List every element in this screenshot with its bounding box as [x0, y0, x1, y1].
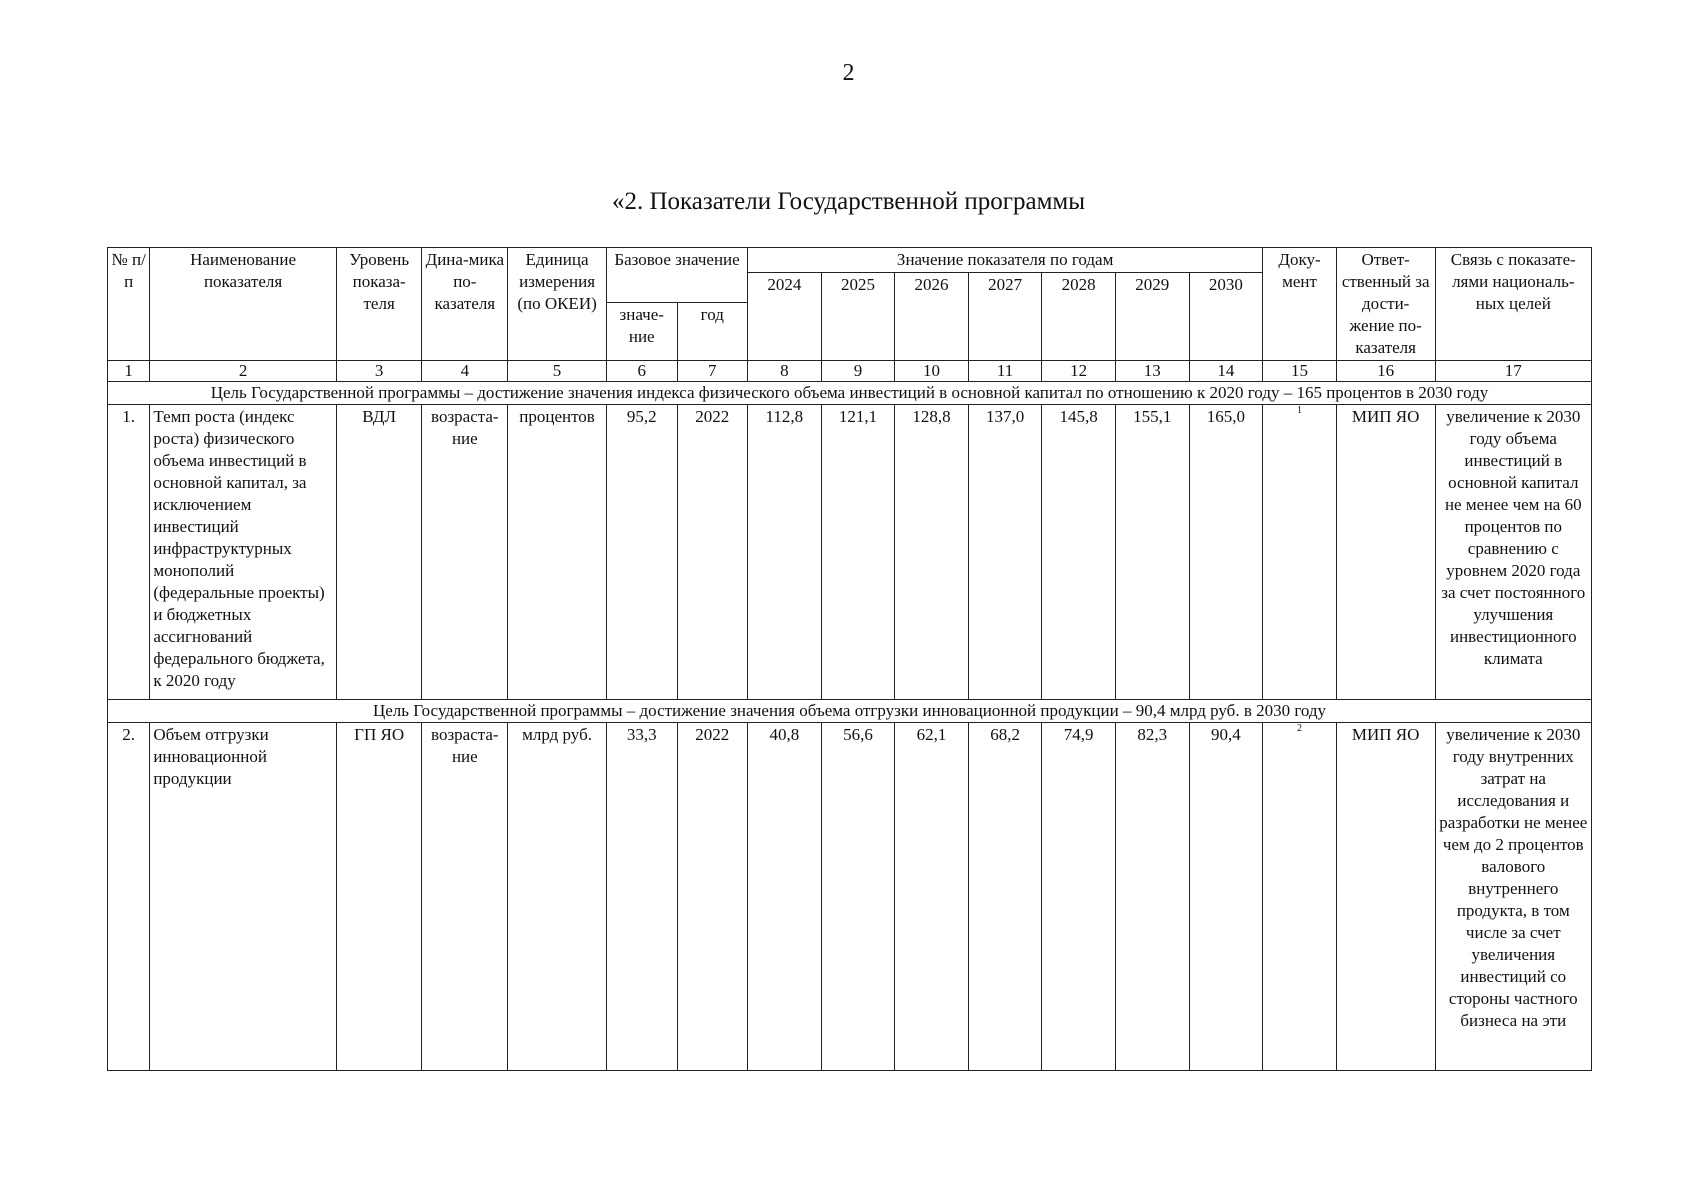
row-base-year: 2022 [677, 405, 748, 700]
header-year: 2025 [821, 273, 895, 361]
header-year: 2027 [968, 273, 1042, 361]
row-value: 90,4 [1189, 723, 1263, 1071]
row-value: 40,8 [748, 723, 822, 1071]
indicators-table [107, 247, 1592, 1071]
row-base-year: 2022 [677, 723, 748, 1071]
row-value: 128,8 [895, 405, 969, 700]
column-number-row [108, 361, 1592, 382]
column-number: 11 [968, 361, 1042, 382]
row-num: 1. [108, 405, 150, 700]
header-link: Связь с показате-лями националь-ных целей [1435, 248, 1591, 361]
row-document [1263, 405, 1337, 700]
row-value: 165,0 [1189, 405, 1263, 700]
column-number: 4 [422, 361, 508, 382]
row-level: ВДЛ [336, 405, 422, 700]
column-number: 1 [108, 361, 150, 382]
row-value: 62,1 [895, 723, 969, 1071]
header-year: 2029 [1115, 273, 1189, 361]
column-number: 13 [1115, 361, 1189, 382]
row-value: 68,2 [968, 723, 1042, 1071]
row-base-value: 95,2 [606, 405, 677, 700]
row-value: 121,1 [821, 405, 895, 700]
header-year: 2028 [1042, 273, 1116, 361]
row-dynamics: возраста-ние [422, 405, 508, 700]
row-link: увеличение к 2030 году внутренних затрат на исследования и разработки не менее чем до 2 процентов валового внутреннего продукта, в том числе за счет увеличения инвестиций со стороны частного бизнеса на эти [1435, 723, 1591, 1071]
header-name: Наименование показателя [150, 248, 336, 361]
row-name: Темп роста (индекс роста) физического объема инвестиций в основной капитал, за исключением инвестиций инфраструктурных монополий (федеральные проекты) и бюджетных ассигнований федерального бюджета, к 2020 году [150, 405, 336, 700]
row-value: 82,3 [1115, 723, 1189, 1071]
header-base-value: значе-ние [606, 303, 677, 361]
column-number: 12 [1042, 361, 1116, 382]
column-number: 16 [1336, 361, 1435, 382]
table-row [108, 723, 1592, 1071]
document-title: «2. Показатели Государственной программы [611, 188, 1086, 215]
row-responsible: МИП ЯО [1336, 405, 1435, 700]
column-number: 17 [1435, 361, 1591, 382]
row-dynamics: возраста-ние [422, 723, 508, 1071]
header-row [108, 248, 1592, 273]
row-num: 2. [108, 723, 150, 1071]
header-num: № п/п [108, 248, 150, 361]
goal-row [108, 700, 1592, 723]
row-level: ГП ЯО [336, 723, 422, 1071]
footnote-marker: 2 [1296, 723, 1302, 734]
page-number: 2 [842, 60, 855, 86]
column-number: 3 [336, 361, 422, 382]
column-number: 10 [895, 361, 969, 382]
header-year: 2030 [1189, 273, 1263, 361]
column-number: 5 [508, 361, 607, 382]
column-number: 9 [821, 361, 895, 382]
row-value: 145,8 [1042, 405, 1116, 700]
row-value: 56,6 [821, 723, 895, 1071]
goal-text: Цель Государственной программы – достижение значения индекса физического объема инвестиций в основной капитал по отношению к 2020 году – 165 процентов в 2030 году [108, 382, 1592, 405]
header-dynamics: Дина-мика по-казателя [422, 248, 508, 361]
row-value: 155,1 [1115, 405, 1189, 700]
header-year: 2026 [895, 273, 969, 361]
row-unit: млрд руб. [508, 723, 607, 1071]
column-number: 6 [606, 361, 677, 382]
row-unit: процентов [508, 405, 607, 700]
row-document [1263, 723, 1337, 1071]
header-responsible: Ответ-ственный за дости-жение по-казателя [1336, 248, 1435, 361]
footnote-marker: 1 [1296, 405, 1302, 416]
row-value: 74,9 [1042, 723, 1116, 1071]
header-base: Базовое значение [606, 248, 747, 303]
row-base-value: 33,3 [606, 723, 677, 1071]
column-number: 14 [1189, 361, 1263, 382]
column-number: 8 [748, 361, 822, 382]
row-name: Объем отгрузки инновационной продукции [150, 723, 336, 1071]
header-level: Уровень показа-теля [336, 248, 422, 361]
row-value: 112,8 [748, 405, 822, 700]
goal-text: Цель Государственной программы – достижение значения объема отгрузки инновационной продукции – 90,4 млрд руб. в 2030 году [108, 700, 1592, 723]
table-row [108, 405, 1592, 700]
header-base-year: год [677, 303, 748, 361]
header-year: 2024 [748, 273, 822, 361]
header-years-title: Значение показателя по годам [748, 248, 1263, 273]
column-number: 15 [1263, 361, 1337, 382]
row-link: увеличение к 2030 году объема инвестиций в основной капитал не менее чем на 60 процентов по сравнению с уровнем 2020 года за счет постоянного улучшения инвестиционного климата [1435, 405, 1591, 700]
header-document: Доку-мент [1263, 248, 1337, 361]
row-value: 137,0 [968, 405, 1042, 700]
column-number: 7 [677, 361, 748, 382]
goal-row [108, 382, 1592, 405]
row-responsible: МИП ЯО [1336, 723, 1435, 1071]
column-number: 2 [150, 361, 336, 382]
header-unit: Единица измерения (по ОКЕИ) [508, 248, 607, 361]
